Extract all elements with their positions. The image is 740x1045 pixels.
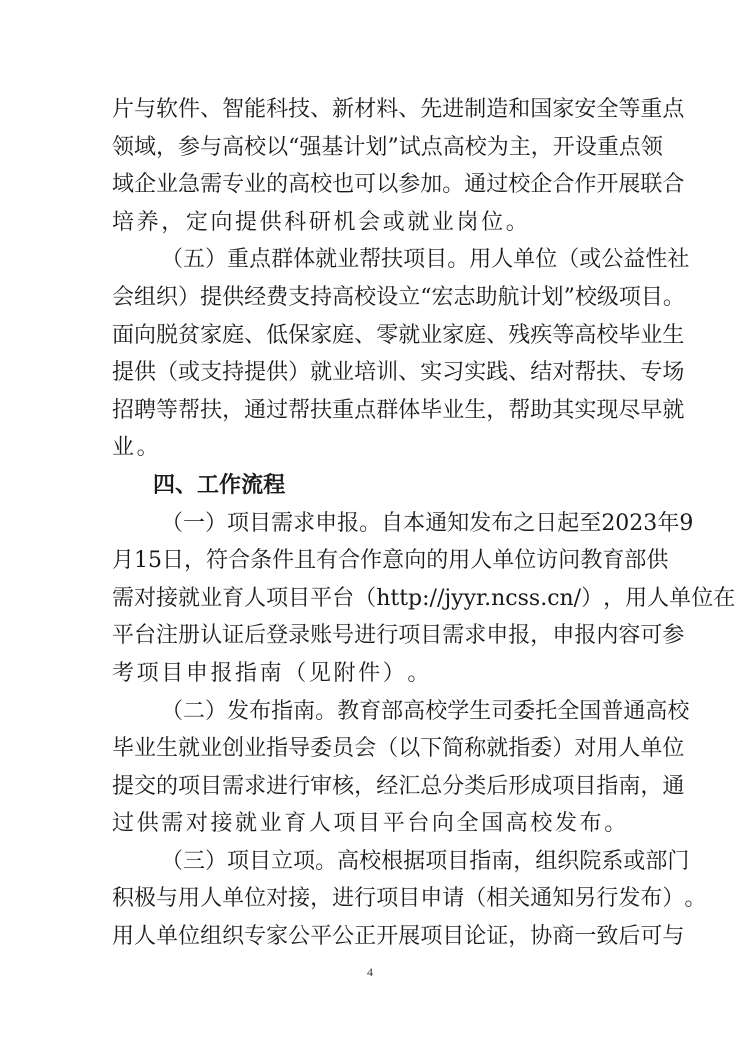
text-line: 毕 业 生 就 业 创 业 指 导 委 员 会 （ 以 下 简 称 就 指 委 ） 对 用 人 单 位 (112, 736, 685, 762)
text-line: 域 企 业 急 需 专 业 的 高 校 也 可 以 参 加 。 通 过 校 企 合 作 开 展 联 合 (112, 172, 685, 198)
text-line: 平 台 注 册 认 证 后 登 录 账 号 进 行 项 目 需 求 申 报 ， 申 报 内 容 可 参 (112, 623, 685, 649)
text-line: 积 极 与 用 人 单 位 对 接 ， 进 行 项 目 申 请 （ 相 关 通 知 另 行 发 布 ） 。 (112, 886, 707, 912)
text-line: （ 二 ） 发 布 指 南 。 教 育 部 高 校 学 生 司 委 托 全 国 普 通 高 校 (161, 698, 690, 724)
paragraph (112, 843, 707, 956)
text-line: 提 交 的 项 目 需 求 进 行 审 核 ， 经 汇 总 分 类 后 形 成 项 目 指 南 ， 通 (112, 773, 685, 799)
text-line: 月 15 日 ， 符 合 条 件 且 有 合 作 意 向 的 用 人 单 位 访 问 教 育 部 供 (112, 548, 669, 574)
text-line: 会 组 织 ） 提 供 经 费 支 持 高 校 设 立 “ 宏 志 助 航 计 划 ” 校 级 项 目 。 (112, 284, 685, 310)
text-line: 培 养 ， 定 向 提 供 科 研 机 会 或 就 业 岗 位 。 (112, 209, 528, 235)
document-body (112, 91, 736, 956)
paragraph (112, 241, 690, 467)
paragraph (112, 91, 685, 241)
text-line: 用 人 单 位 组 织 专 家 公 平 公 正 开 展 项 目 论 证 ， 协 商 一 致 后 可 与 (112, 924, 685, 950)
text-line: 考 项 目 申 报 指 南 （ 见 附 件 ） 。 (112, 660, 430, 686)
text-line: 领 域 ， 参 与 高 校 以 “ 强 基 计 划 ” 试 点 高 校 为 主 ， 开 设 重 点 领 (112, 134, 663, 160)
text-line: 面 向 脱 贫 家 庭 、 低 保 家 庭 、 零 就 业 家 庭 、 残 疾 等 高 校 毕 业 生 (112, 322, 685, 348)
text-line: （ 三 ） 项 目 立 项 。 高 校 根 据 项 目 指 南 ， 组 织 院 系 或 部 门 (161, 848, 690, 874)
section-heading (112, 467, 630, 505)
heading-text: 四 、 工 作 流 程 (153, 472, 286, 498)
text-line: 提 供 （ 或 支 持 提 供 ） 就 业 培 训 、 实 习 实 践 、 结 对 帮 扶 、 专 场 (112, 360, 685, 386)
text-line: 招 聘 等 帮 扶 ， 通 过 帮 扶 重 点 群 体 毕 业 生 ， 帮 助 其 实 现 尽 早 就 (112, 397, 685, 423)
paragraph (112, 693, 690, 843)
text-line: （ 五 ） 重 点 群 体 就 业 帮 扶 项 目 。 用 人 单 位 （ 或 公 益 性 社 (161, 247, 690, 273)
page-number: 4 (367, 965, 373, 979)
paragraph (112, 505, 736, 693)
text-line: 片 与 软 件 、 智 能 科 技 、 新 材 料 、 先 进 制 造 和 国 家 安 全 等 重 点 (112, 97, 685, 122)
text-line: 过 供 需 对 接 就 业 育 人 项 目 平 台 向 全 国 高 校 发 布 。 (112, 811, 627, 837)
text-line: 需 对 接 就 业 育 人 项 目 平 台 （ http://jyyr.ncss.cn/ ） ， 用 人 单 位 在 (112, 585, 736, 611)
text-line: （ 一 ） 项 目 需 求 申 报 。 自 本 通 知 发 布 之 日 起 至 2023 年 9 (161, 510, 694, 536)
text-line: 业 。 (112, 435, 159, 461)
